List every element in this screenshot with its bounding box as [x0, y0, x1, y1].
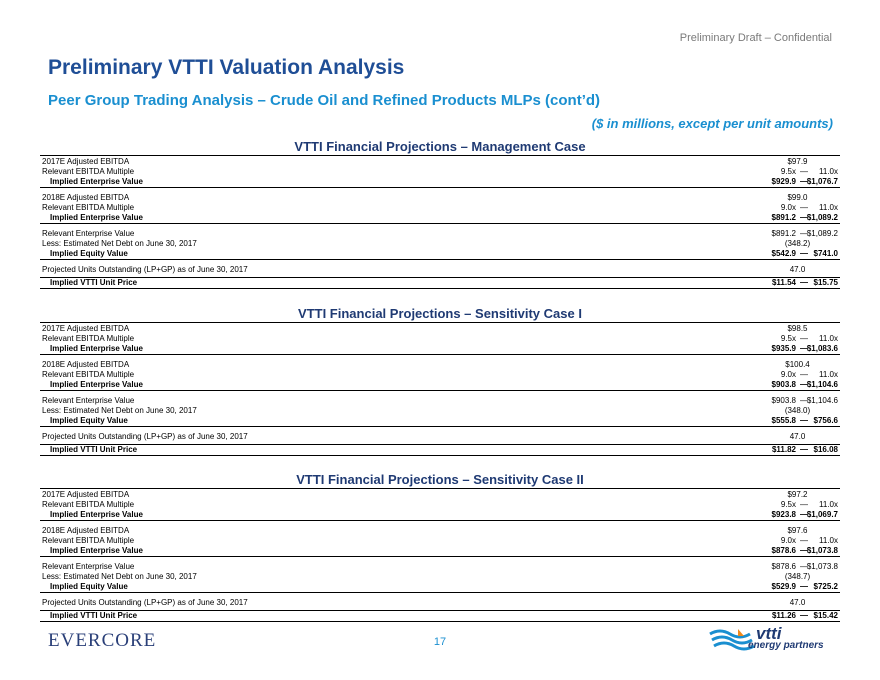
- range-dash: —: [800, 167, 808, 176]
- row-label: Implied Equity Value: [50, 249, 128, 258]
- range-dash: —: [800, 213, 808, 222]
- range-low-value: $935.9: [771, 344, 796, 353]
- range-high-value: $1,073.8: [806, 562, 838, 571]
- range-dash: —: [800, 203, 808, 212]
- range-dash: —: [800, 536, 808, 545]
- range-low-value: $878.6: [771, 562, 796, 571]
- row-label: Implied VTTI Unit Price: [50, 445, 138, 454]
- row-label: Implied Equity Value: [50, 416, 128, 425]
- table-row: [40, 249, 840, 260]
- range-high-value: 11.0x: [819, 370, 838, 379]
- row-label: Less: Estimated Net Debt on June 30, 2017: [42, 239, 197, 248]
- row-value: $100.4: [785, 360, 810, 369]
- range-low-value: $878.6: [771, 546, 796, 555]
- range-low-value: $529.9: [771, 582, 796, 591]
- row-value: (348.7): [784, 572, 811, 581]
- range-high-value: $1,089.2: [806, 229, 838, 238]
- table-row: [40, 370, 840, 380]
- row-value: 47.0: [789, 598, 806, 607]
- row-label: Relevant Enterprise Value: [42, 562, 135, 571]
- row-label: 2018E Adjusted EBITDA: [42, 360, 130, 369]
- table-row: [40, 490, 840, 500]
- row-label: 2017E Adjusted EBITDA: [42, 324, 130, 333]
- row-value: $97.2: [787, 490, 808, 499]
- range-dash: —: [800, 334, 808, 343]
- range-dash: —: [800, 229, 808, 238]
- row-label: Projected Units Outstanding (LP+GP) as of June 30, 2017: [42, 598, 248, 607]
- range-low-value: $923.8: [771, 510, 796, 519]
- table-row: [40, 598, 840, 608]
- range-low-value: 9.0x: [780, 370, 796, 379]
- range-low-value: 9.5x: [780, 500, 796, 509]
- range-low-value: $903.8: [771, 380, 796, 389]
- row-label: 2017E Adjusted EBITDA: [42, 490, 130, 499]
- range-dash: —: [800, 344, 808, 353]
- units-note: ($ in millions, except per unit amounts): [591, 116, 833, 131]
- range-low-value: $903.8: [771, 396, 796, 405]
- table-row: [40, 344, 840, 355]
- range-low-value: $929.9: [771, 177, 796, 186]
- table-row: [40, 167, 840, 177]
- table-row: [40, 277, 840, 289]
- table-row: [40, 526, 840, 536]
- row-label: Implied Enterprise Value: [50, 177, 143, 186]
- range-dash: —: [800, 380, 808, 389]
- table-row: [40, 500, 840, 510]
- range-high-value: 11.0x: [819, 203, 838, 212]
- projection-section: [40, 472, 840, 622]
- row-value: (348.2): [784, 239, 811, 248]
- projection-section: [40, 139, 840, 289]
- range-dash: —: [800, 249, 808, 258]
- table-row: [40, 265, 840, 275]
- vtti-logo: [708, 624, 838, 654]
- row-label: Relevant EBITDA Multiple: [42, 536, 135, 545]
- row-label: Relevant Enterprise Value: [42, 229, 135, 238]
- table-row: [40, 510, 840, 521]
- range-low-value: 9.0x: [780, 203, 796, 212]
- range-high-value: $16.08: [813, 445, 838, 454]
- page-number: 17: [433, 636, 447, 648]
- range-low-value: 9.5x: [780, 334, 796, 343]
- confidential-label: Preliminary Draft – Confidential: [679, 32, 832, 44]
- range-low-value: $11.82: [771, 445, 796, 454]
- row-value: 47.0: [789, 265, 806, 274]
- page-title: Preliminary VTTI Valuation Analysis: [48, 56, 405, 79]
- range-high-value: 11.0x: [819, 167, 838, 176]
- table-row: [40, 193, 840, 203]
- table-row: [40, 610, 840, 622]
- row-label: Relevant EBITDA Multiple: [42, 167, 135, 176]
- row-value: (348.0): [784, 406, 811, 415]
- row-label: Less: Estimated Net Debt on June 30, 2017: [42, 572, 197, 581]
- row-label: Projected Units Outstanding (LP+GP) as of June 30, 2017: [42, 265, 248, 274]
- range-low-value: $891.2: [771, 229, 796, 238]
- row-label: Implied Enterprise Value: [50, 213, 143, 222]
- range-dash: —: [800, 396, 808, 405]
- range-dash: —: [800, 582, 808, 591]
- table-row: [40, 213, 840, 224]
- vtti-tagline: energy partners: [748, 640, 824, 651]
- row-label: 2018E Adjusted EBITDA: [42, 193, 130, 202]
- table-row: [40, 444, 840, 456]
- table-row: [40, 239, 840, 249]
- range-low-value: 9.5x: [780, 167, 796, 176]
- range-high-value: $1,076.7: [806, 177, 838, 186]
- range-high-value: $15.42: [813, 611, 838, 620]
- range-high-value: $1,104.6: [806, 380, 838, 389]
- range-dash: —: [800, 416, 808, 425]
- range-high-value: $741.0: [813, 249, 838, 258]
- range-dash: —: [800, 562, 808, 571]
- range-low-value: 9.0x: [780, 536, 796, 545]
- range-high-value: $1,104.6: [806, 396, 838, 405]
- table-row: [40, 324, 840, 334]
- range-dash: —: [800, 611, 808, 620]
- vtti-wordmark: vtti: [756, 624, 782, 643]
- row-label: Less: Estimated Net Debt on June 30, 2017: [42, 406, 197, 415]
- row-value: $99.0: [787, 193, 808, 202]
- range-high-value: $1,069.7: [806, 510, 838, 519]
- table-row: [40, 334, 840, 344]
- row-label: Implied VTTI Unit Price: [50, 278, 138, 287]
- table-row: [40, 203, 840, 213]
- table-row: [40, 416, 840, 427]
- row-label: Relevant EBITDA Multiple: [42, 370, 135, 379]
- row-label: Relevant EBITDA Multiple: [42, 500, 135, 509]
- range-high-value: $1,083.6: [806, 344, 838, 353]
- row-label: Implied Enterprise Value: [50, 510, 143, 519]
- evercore-logo: EVERCORE: [48, 630, 157, 651]
- row-label: Implied Equity Value: [50, 582, 128, 591]
- table-row: [40, 582, 840, 593]
- range-high-value: 11.0x: [819, 500, 838, 509]
- row-value: $97.6: [787, 526, 808, 535]
- range-dash: —: [800, 445, 808, 454]
- row-label: Relevant EBITDA Multiple: [42, 203, 135, 212]
- range-low-value: $11.26: [771, 611, 796, 620]
- range-low-value: $891.2: [771, 213, 796, 222]
- page-subtitle: Peer Group Trading Analysis – Crude Oil and Refined Products MLPs (cont’d): [48, 92, 601, 109]
- range-high-value: $756.6: [813, 416, 838, 425]
- range-dash: —: [800, 510, 808, 519]
- row-value: $97.9: [787, 157, 808, 166]
- range-high-value: 11.0x: [819, 536, 838, 545]
- range-dash: —: [800, 278, 808, 287]
- table-row: [40, 562, 840, 572]
- table-row: [40, 229, 840, 239]
- section-title: VTTI Financial Projections – Sensitivity Case II: [40, 472, 840, 489]
- table-row: [40, 396, 840, 406]
- row-label: Implied VTTI Unit Price: [50, 611, 138, 620]
- table-row: [40, 177, 840, 188]
- table-row: [40, 536, 840, 546]
- range-dash: —: [800, 370, 808, 379]
- section-title: VTTI Financial Projections – Sensitivity Case I: [40, 306, 840, 323]
- table-row: [40, 432, 840, 442]
- row-label: 2017E Adjusted EBITDA: [42, 157, 130, 166]
- table-row: [40, 360, 840, 370]
- table-row: [40, 406, 840, 416]
- row-label: Relevant EBITDA Multiple: [42, 334, 135, 343]
- row-value: 47.0: [789, 432, 806, 441]
- table-row: [40, 572, 840, 582]
- range-low-value: $11.54: [771, 278, 796, 287]
- row-value: $98.5: [787, 324, 808, 333]
- table-row: [40, 546, 840, 557]
- row-label: Implied Enterprise Value: [50, 380, 143, 389]
- row-label: Implied Enterprise Value: [50, 344, 143, 353]
- range-high-value: $1,089.2: [806, 213, 838, 222]
- range-high-value: $1,073.8: [806, 546, 838, 555]
- range-low-value: $542.9: [771, 249, 796, 258]
- range-low-value: $555.8: [771, 416, 796, 425]
- range-high-value: $15.75: [813, 278, 838, 287]
- row-label: Implied Enterprise Value: [50, 546, 143, 555]
- row-label: 2018E Adjusted EBITDA: [42, 526, 130, 535]
- range-dash: —: [800, 177, 808, 186]
- table-row: [40, 157, 840, 167]
- row-label: Relevant Enterprise Value: [42, 396, 135, 405]
- section-title: VTTI Financial Projections – Management Case: [40, 139, 840, 156]
- table-row: [40, 380, 840, 391]
- range-high-value: $725.2: [813, 582, 838, 591]
- range-dash: —: [800, 546, 808, 555]
- range-high-value: 11.0x: [819, 334, 838, 343]
- projection-section: [40, 306, 840, 456]
- row-label: Projected Units Outstanding (LP+GP) as of June 30, 2017: [42, 432, 248, 441]
- range-dash: —: [800, 500, 808, 509]
